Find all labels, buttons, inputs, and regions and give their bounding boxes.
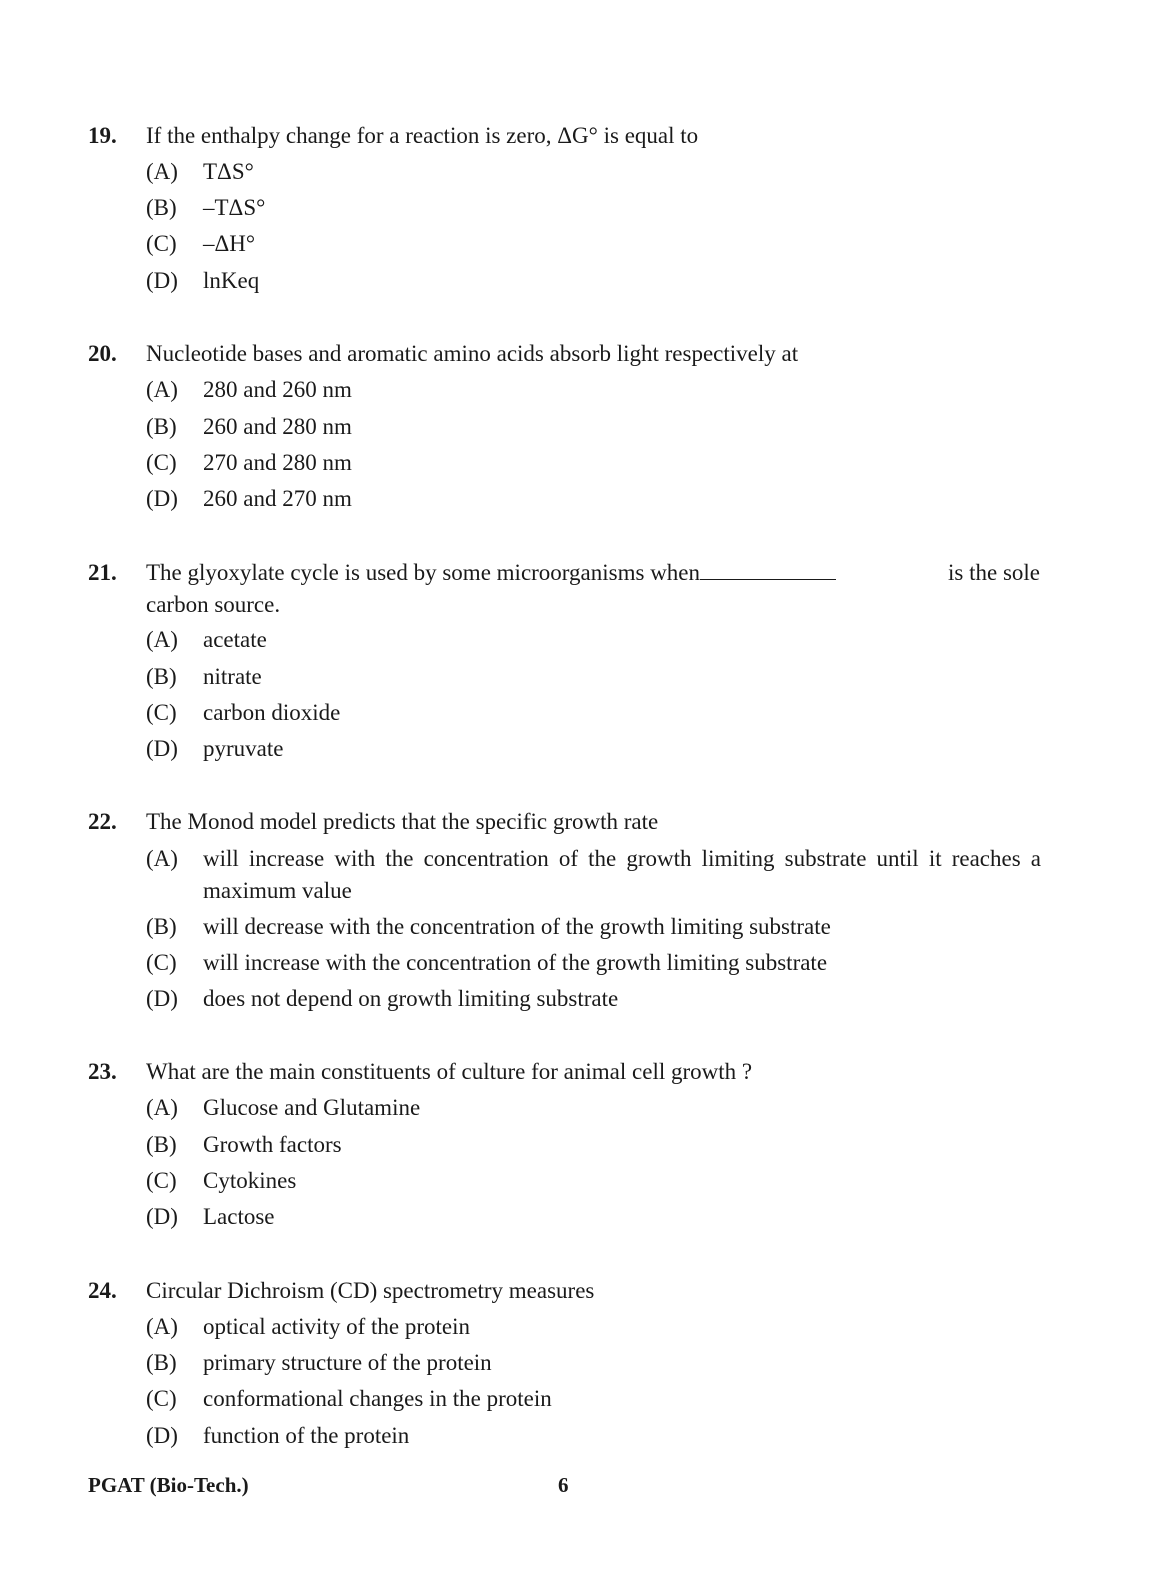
option-text: nitrate (203, 664, 262, 689)
question-text: Circular Dichroism (CD) spectrometry measures (146, 1278, 595, 1303)
option-23-a (0, 1092, 1153, 1124)
question-number: 21. (88, 560, 117, 585)
option-text: –TΔS° (203, 195, 266, 220)
option-text: pyruvate (203, 736, 284, 761)
option-text: carbon dioxide (203, 700, 341, 725)
fill-in-blank (700, 559, 836, 580)
option-22-a (0, 843, 1153, 907)
option-text: 270 and 280 nm (203, 450, 352, 475)
question-number: 20. (88, 341, 117, 366)
question-text: What are the main constituents of culture for animal cell growth ? (146, 1059, 753, 1084)
option-20-a (0, 374, 1153, 406)
question-text-part (146, 557, 840, 589)
option-22-c (0, 947, 1153, 979)
page-number: 6 (558, 1473, 569, 1497)
option-letter: (C) (146, 950, 177, 975)
option-letter: (D) (146, 486, 178, 511)
option-text: does not depend on growth limiting substrate (203, 986, 619, 1011)
option-letter: (A) (146, 377, 178, 402)
option-text: function of the protein (203, 1423, 410, 1448)
option-letter: (D) (146, 1423, 178, 1448)
question-number: 19. (88, 123, 117, 148)
option-letter: (A) (146, 1314, 178, 1339)
option-letter: (D) (146, 736, 178, 761)
option-text: Cytokines (203, 1168, 297, 1193)
option-text: Growth factors (203, 1132, 342, 1157)
question-text-line-2: carbon source. (146, 592, 281, 617)
option-text: optical activity of the protein (203, 1314, 470, 1339)
option-letter: (C) (146, 1386, 177, 1411)
option-22-b (0, 911, 1153, 943)
option-19-d (0, 265, 1153, 297)
question-text (146, 557, 1040, 621)
option-letter: (B) (146, 914, 177, 939)
option-24-c (0, 1383, 1153, 1415)
option-22-d (0, 983, 1153, 1015)
option-21-b (0, 661, 1153, 693)
option-text: will increase with the concentration of the growth limiting substrate (203, 950, 828, 975)
option-24-a (0, 1311, 1153, 1343)
option-letter: (C) (146, 700, 177, 725)
option-letter: (D) (146, 986, 178, 1011)
option-text: TΔS° (203, 159, 254, 184)
option-text: Glucose and Glutamine (203, 1095, 421, 1120)
question-text-after-blank: is the sole (948, 560, 1040, 585)
option-letter: (B) (146, 414, 177, 439)
question-text: The Monod model predicts that the specific growth rate (146, 809, 659, 834)
question-text: Nucleotide bases and aromatic amino acids absorb light respectively at (146, 341, 799, 366)
option-24-d (0, 1420, 1153, 1452)
question-number: 22. (88, 809, 117, 834)
option-23-b (0, 1129, 1153, 1161)
option-20-b (0, 411, 1153, 443)
option-text: will increase with the concentration of the growth limiting substrate until it reaches a maximum value (203, 846, 1041, 903)
option-letter: (A) (146, 627, 178, 652)
option-letter: (A) (146, 846, 178, 871)
option-letter: (C) (146, 1168, 177, 1193)
option-20-d (0, 483, 1153, 515)
option-23-c (0, 1165, 1153, 1197)
question-text-line-1 (146, 557, 1040, 589)
option-letter: (A) (146, 1095, 178, 1120)
option-20-c (0, 447, 1153, 479)
option-letter: (B) (146, 1350, 177, 1375)
question-number: 23. (88, 1059, 117, 1084)
option-21-c (0, 697, 1153, 729)
option-text: conformational changes in the protein (203, 1386, 552, 1411)
option-text: lnKeq (203, 268, 260, 293)
option-letter: (B) (146, 664, 177, 689)
option-letter: (B) (146, 195, 177, 220)
option-letter: (D) (146, 1204, 178, 1229)
question-number: 24. (88, 1278, 117, 1303)
option-24-b (0, 1347, 1153, 1379)
option-letter: (C) (146, 231, 177, 256)
option-23-d (0, 1201, 1153, 1233)
question-text-before-blank: The glyoxylate cycle is used by some microorganisms when (146, 560, 701, 585)
option-text: acetate (203, 627, 267, 652)
option-letter: (A) (146, 159, 178, 184)
option-text: 260 and 270 nm (203, 486, 352, 511)
option-text: 260 and 280 nm (203, 414, 352, 439)
option-21-d (0, 733, 1153, 765)
option-19-c (0, 228, 1153, 260)
exam-label: PGAT (Bio-Tech.) (88, 1473, 249, 1497)
option-19-a (0, 156, 1153, 188)
option-19-b (0, 192, 1153, 224)
option-text: –ΔH° (203, 231, 256, 256)
option-letter: (B) (146, 1132, 177, 1157)
option-letter: (D) (146, 268, 178, 293)
option-text: will decrease with the concentration of the growth limiting substrate (203, 914, 831, 939)
option-letter: (C) (146, 450, 177, 475)
option-21-a (0, 624, 1153, 656)
option-text: primary structure of the protein (203, 1350, 492, 1375)
option-text: 280 and 260 nm (203, 377, 352, 402)
question-text: If the enthalpy change for a reaction is zero, ΔG° is equal to (146, 123, 699, 148)
option-text: Lactose (203, 1204, 275, 1229)
